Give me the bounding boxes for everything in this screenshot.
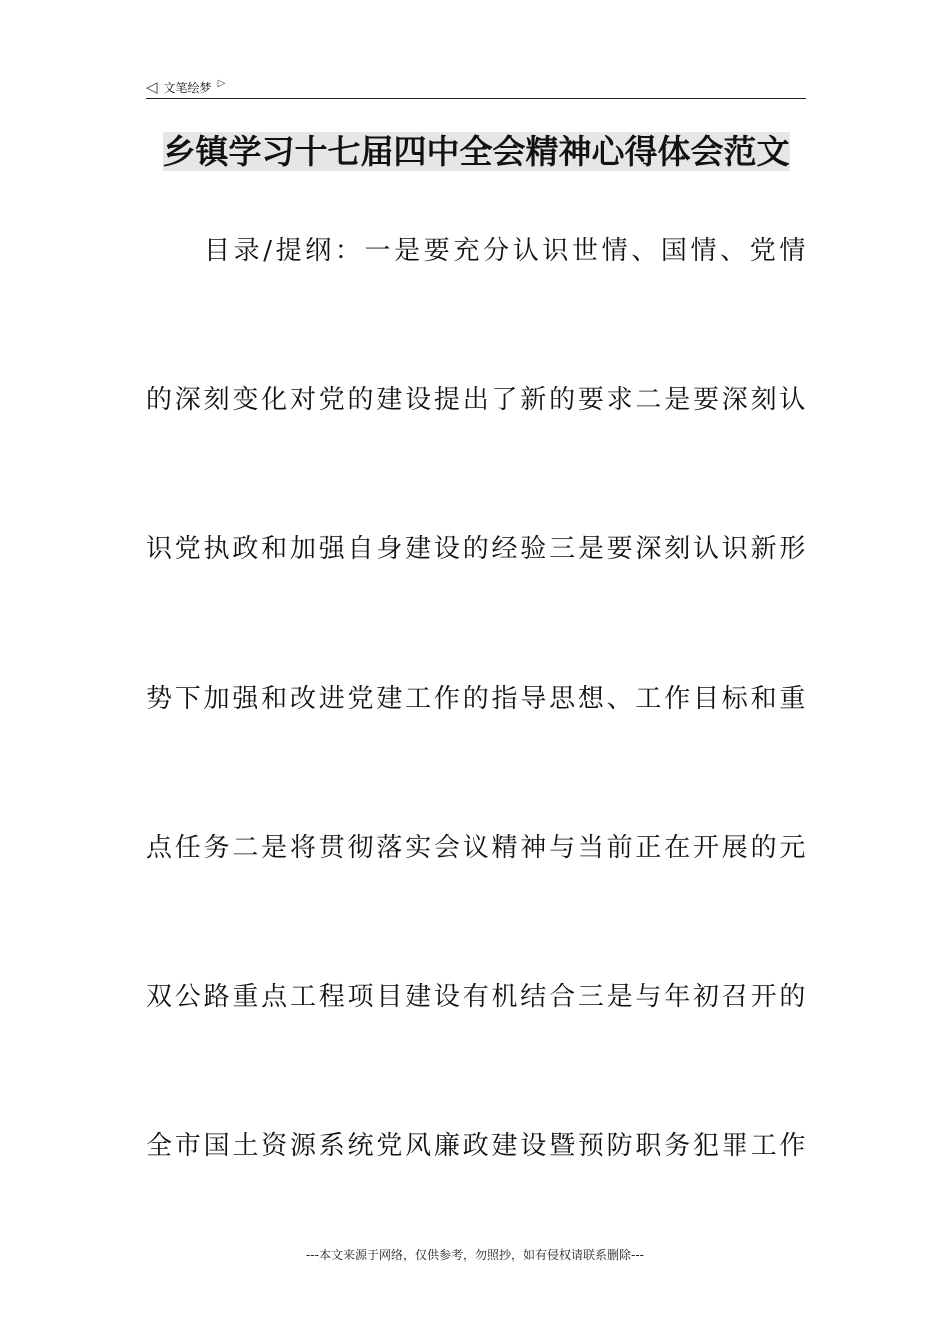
left-triangle-icon: ◁ [146, 77, 158, 96]
body-line: 目录/提纲：一是要充分认识世情、国情、党情 [204, 236, 806, 266]
page-header [146, 76, 806, 99]
body-line: 全市国土资源系统党风廉政建设暨预防职务犯罪工作 [146, 1131, 806, 1161]
body-line: 的深刻变化对党的建设提出了新的要求二是要深刻认 [146, 385, 806, 415]
document-title-text: 乡镇学习十七届四中全会精神心得体会范文 [162, 132, 790, 171]
body-line: 点任务二是将贯彻落实会议精神与当前正在开展的元 [146, 833, 806, 863]
header-label: 文笔绘梦 [163, 80, 212, 95]
page-footer: ---本文来源于网络，仅供参考，勿照抄，如有侵权请联系删除--- [306, 1248, 644, 1262]
body-line: 势下加强和改进党建工作的指导思想、工作目标和重 [146, 684, 806, 714]
document-title [146, 128, 806, 176]
body-line: 识党执政和加强自身建设的经验三是要深刻认识新形 [146, 534, 806, 564]
right-triangle-icon: ▷ [217, 78, 226, 89]
body-line: 双公路重点工程项目建设有机结合三是与年初召开的 [146, 982, 806, 1012]
